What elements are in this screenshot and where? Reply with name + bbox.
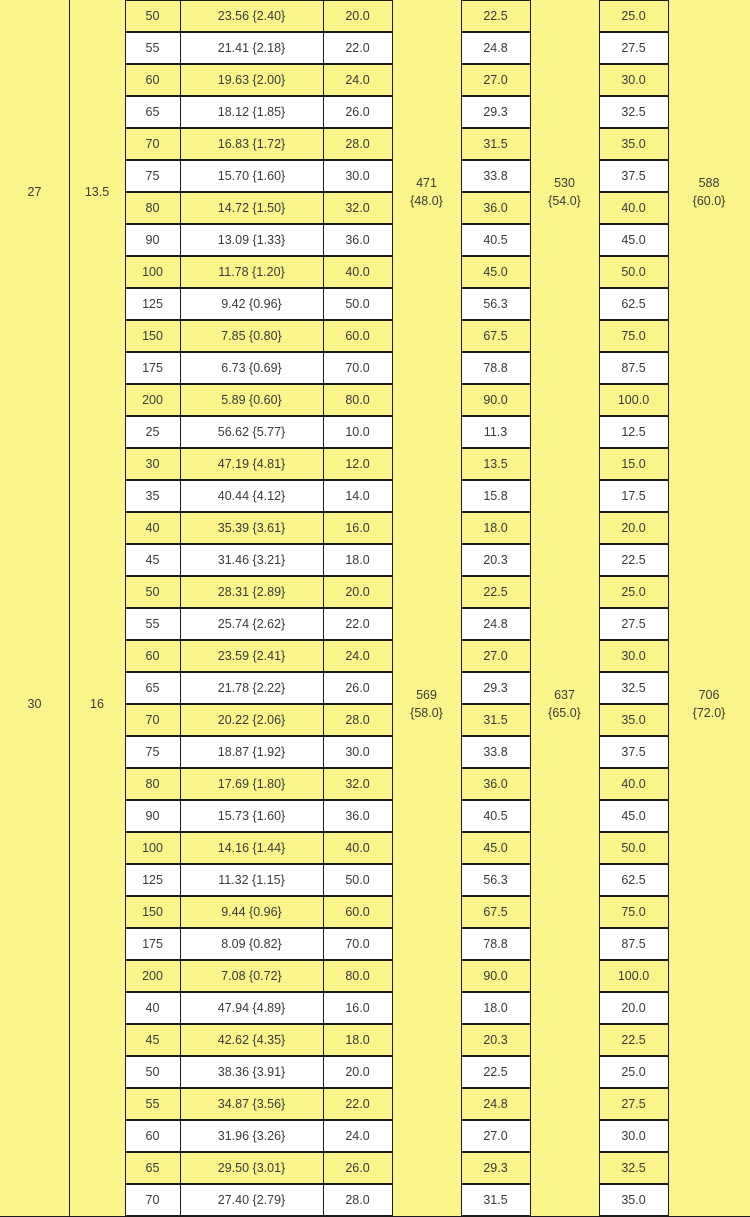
table-cell: 45.0 — [599, 800, 668, 832]
table-cell: 40.0 — [323, 256, 392, 288]
table-cell: 7.08 {0.72} — [180, 960, 323, 992]
rating-value: 588 — [698, 176, 720, 190]
table-cell: 60 — [125, 1120, 180, 1152]
table-cell: 70.0 — [323, 352, 392, 384]
table-cell: 15.73 {1.60} — [180, 800, 323, 832]
table-cell: 47.19 {4.81} — [180, 448, 323, 480]
table-cell: 78.8 — [461, 928, 530, 960]
table-cell: 56.62 {5.77} — [180, 416, 323, 448]
table-cell: 40 — [125, 512, 180, 544]
table-cell: 16.0 — [323, 992, 392, 1024]
table-cell: 80 — [125, 768, 180, 800]
table-cell: 80 — [125, 192, 180, 224]
table-cell: 55 — [125, 32, 180, 64]
table-cell: 20.22 {2.06} — [180, 704, 323, 736]
table-cell: 200 — [125, 384, 180, 416]
column-divider — [323, 0, 324, 416]
table-cell: 8.09 {0.82} — [180, 928, 323, 960]
table-cell: 25 — [125, 416, 180, 448]
table-cell: 22.5 — [461, 576, 530, 608]
table-cell: 90.0 — [461, 960, 530, 992]
table-cell: 23.59 {2.41} — [180, 640, 323, 672]
table-cell: 22.0 — [323, 1088, 392, 1120]
table-cell: 35.39 {3.61} — [180, 512, 323, 544]
group-rating-col7 — [392, 992, 461, 1216]
table-cell: 25.74 {2.62} — [180, 608, 323, 640]
group-rating-col11 — [668, 416, 750, 992]
table-cell: 19.63 {2.00} — [180, 64, 323, 96]
table-cell: 60.0 — [323, 896, 392, 928]
table-cell: 17.69 {1.80} — [180, 768, 323, 800]
rating-value: 706 — [698, 688, 720, 702]
table-cell: 36.0 — [323, 224, 392, 256]
table-cell: 18.87 {1.92} — [180, 736, 323, 768]
table-cell: 35.0 — [599, 128, 668, 160]
table-cell: 45.0 — [461, 256, 530, 288]
spec-group — [0, 992, 750, 1216]
table-cell: 35 — [125, 480, 180, 512]
rating-kgf: {54.0} — [548, 194, 581, 208]
table-cell: 20.0 — [323, 0, 392, 32]
table-cell: 55 — [125, 608, 180, 640]
column-divider — [69, 0, 70, 416]
table-cell: 40.44 {4.12} — [180, 480, 323, 512]
table-cell: 17.5 — [599, 480, 668, 512]
table-cell: 37.5 — [599, 160, 668, 192]
table-cell: 50.0 — [323, 288, 392, 320]
table-cell: 36.0 — [461, 768, 530, 800]
table-cell: 62.5 — [599, 288, 668, 320]
table-cell: 22.5 — [599, 544, 668, 576]
group-thickness-value: 27 — [27, 185, 42, 199]
table-cell: 32.0 — [323, 768, 392, 800]
table-cell: 22.0 — [323, 608, 392, 640]
table-cell: 29.3 — [461, 1152, 530, 1184]
group-secondary-value: 13.5 — [84, 185, 110, 199]
table-cell: 35.0 — [599, 1184, 668, 1216]
table-cell: 31.5 — [461, 1184, 530, 1216]
column-divider — [323, 992, 324, 1216]
table-cell: 75 — [125, 160, 180, 192]
table-cell: 60 — [125, 64, 180, 96]
table-cell: 90 — [125, 224, 180, 256]
table-cell: 45 — [125, 544, 180, 576]
table-cell: 100.0 — [599, 384, 668, 416]
table-cell: 100 — [125, 256, 180, 288]
table-cell: 12.0 — [323, 448, 392, 480]
table-cell: 18.12 {1.85} — [180, 96, 323, 128]
table-cell: 18.0 — [323, 1024, 392, 1056]
column-divider — [392, 0, 393, 416]
table-cell: 33.8 — [461, 160, 530, 192]
table-cell: 25.0 — [599, 1056, 668, 1088]
rating-kgf: {60.0} — [692, 194, 726, 208]
table-cell: 56.3 — [461, 864, 530, 896]
table-cell: 65 — [125, 672, 180, 704]
table-cell: 28.31 {2.89} — [180, 576, 323, 608]
table-cell: 24.8 — [461, 608, 530, 640]
spec-group — [0, 416, 750, 992]
table-cell: 21.78 {2.22} — [180, 672, 323, 704]
table-cell: 50 — [125, 0, 180, 32]
column-divider — [69, 992, 70, 1216]
table-cell: 80.0 — [323, 960, 392, 992]
group-rating-col11 — [668, 992, 750, 1216]
column-divider — [392, 992, 393, 1216]
table-cell: 20.0 — [323, 576, 392, 608]
table-cell: 29.3 — [461, 672, 530, 704]
table-cell: 27.5 — [599, 32, 668, 64]
table-cell: 100.0 — [599, 960, 668, 992]
column-divider — [180, 992, 181, 1216]
table-cell: 70 — [125, 704, 180, 736]
table-cell: 30.0 — [323, 160, 392, 192]
column-divider — [530, 0, 531, 416]
table-cell: 26.0 — [323, 672, 392, 704]
table-cell: 23.56 {2.40} — [180, 0, 323, 32]
table-cell: 13.5 — [461, 448, 530, 480]
table-cell: 35.0 — [599, 704, 668, 736]
table-cell: 40.5 — [461, 224, 530, 256]
table-cell: 45 — [125, 1024, 180, 1056]
table-cell: 30.0 — [323, 736, 392, 768]
table-cell: 12.5 — [599, 416, 668, 448]
column-divider — [180, 0, 181, 416]
table-cell: 30.0 — [599, 1120, 668, 1152]
table-cell: 87.5 — [599, 352, 668, 384]
group-rating-col7 — [392, 416, 461, 992]
column-divider — [125, 0, 126, 416]
table-cell: 100 — [125, 832, 180, 864]
table-cell: 6.73 {0.69} — [180, 352, 323, 384]
table-cell: 27.0 — [461, 1120, 530, 1152]
table-cell: 36.0 — [461, 192, 530, 224]
table-cell: 40 — [125, 992, 180, 1024]
rating-kgf: {72.0} — [692, 706, 726, 720]
table-cell: 20.0 — [599, 992, 668, 1024]
table-cell: 150 — [125, 896, 180, 928]
table-cell: 70 — [125, 1184, 180, 1216]
group-thickness — [0, 0, 69, 416]
table-cell: 22.0 — [323, 32, 392, 64]
table-cell: 18.0 — [461, 512, 530, 544]
table-cell: 27.0 — [461, 640, 530, 672]
table-cell: 22.5 — [461, 0, 530, 32]
table-cell: 75 — [125, 736, 180, 768]
table-cell: 28.0 — [323, 704, 392, 736]
rating-kgf: {65.0} — [548, 706, 581, 720]
table-cell: 50 — [125, 1056, 180, 1088]
table-cell: 27.5 — [599, 608, 668, 640]
group-secondary — [69, 416, 125, 992]
column-divider — [461, 416, 462, 992]
table-cell: 31.5 — [461, 704, 530, 736]
rating-value: 471 — [416, 176, 437, 190]
column-divider — [461, 0, 462, 416]
table-cell: 28.0 — [323, 1184, 392, 1216]
table-cell: 45.0 — [599, 224, 668, 256]
spec-group — [0, 0, 750, 416]
table-cell: 65 — [125, 1152, 180, 1184]
table-cell: 32.0 — [323, 192, 392, 224]
column-divider — [125, 416, 126, 992]
table-cell: 11.32 {1.15} — [180, 864, 323, 896]
column-divider — [668, 0, 669, 416]
table-cell: 15.70 {1.60} — [180, 160, 323, 192]
table-cell: 87.5 — [599, 928, 668, 960]
table-cell: 14.72 {1.50} — [180, 192, 323, 224]
table-cell: 24.8 — [461, 1088, 530, 1120]
table-cell: 33.8 — [461, 736, 530, 768]
table-cell: 5.89 {0.60} — [180, 384, 323, 416]
column-divider — [69, 416, 70, 992]
column-divider — [668, 416, 669, 992]
column-divider — [599, 416, 600, 992]
table-cell: 27.40 {2.79} — [180, 1184, 323, 1216]
group-secondary-value: 16 — [90, 697, 104, 711]
table-cell: 27.5 — [599, 1088, 668, 1120]
table-cell: 11.3 — [461, 416, 530, 448]
table-cell: 45.0 — [461, 832, 530, 864]
table-cell: 67.5 — [461, 896, 530, 928]
column-divider — [323, 416, 324, 992]
table-cell: 30.0 — [599, 64, 668, 96]
table-cell: 24.0 — [323, 1120, 392, 1152]
table-cell: 13.09 {1.33} — [180, 224, 323, 256]
column-divider — [668, 992, 669, 1216]
table-cell: 40.5 — [461, 800, 530, 832]
table-cell: 78.8 — [461, 352, 530, 384]
group-rating-col9 — [530, 992, 599, 1216]
group-rating-col11 — [668, 0, 750, 416]
table-cell: 70.0 — [323, 928, 392, 960]
table-cell: 32.5 — [599, 1152, 668, 1184]
table-cell: 14.16 {1.44} — [180, 832, 323, 864]
table-cell: 34.87 {3.56} — [180, 1088, 323, 1120]
table-cell: 75.0 — [599, 320, 668, 352]
table-cell: 20.3 — [461, 1024, 530, 1056]
column-divider — [461, 992, 462, 1216]
table-cell: 55 — [125, 1088, 180, 1120]
group-rating-col9 — [530, 416, 599, 992]
group-thickness — [0, 992, 69, 1216]
table-cell: 38.36 {3.91} — [180, 1056, 323, 1088]
rating-value: 569 — [416, 688, 437, 702]
group-thickness-value: 30 — [27, 697, 42, 711]
table-cell: 40.0 — [323, 832, 392, 864]
table-cell: 32.5 — [599, 672, 668, 704]
table-cell: 60 — [125, 640, 180, 672]
table-cell: 28.0 — [323, 128, 392, 160]
column-divider — [392, 416, 393, 992]
table-cell: 42.62 {4.35} — [180, 1024, 323, 1056]
table-cell: 18.0 — [323, 544, 392, 576]
table-cell: 125 — [125, 864, 180, 896]
table-cell: 15.8 — [461, 480, 530, 512]
table-cell: 16.0 — [323, 512, 392, 544]
table-cell: 40.0 — [599, 768, 668, 800]
table-cell: 36.0 — [323, 800, 392, 832]
table-cell: 175 — [125, 352, 180, 384]
table-cell: 9.44 {0.96} — [180, 896, 323, 928]
table-cell: 65 — [125, 96, 180, 128]
table-cell: 27.0 — [461, 64, 530, 96]
table-cell: 24.0 — [323, 64, 392, 96]
table-cell: 37.5 — [599, 736, 668, 768]
table-cell: 50.0 — [599, 832, 668, 864]
table-cell: 50 — [125, 576, 180, 608]
table-cell: 22.5 — [461, 1056, 530, 1088]
table-cell: 21.41 {2.18} — [180, 32, 323, 64]
table-cell: 10.0 — [323, 416, 392, 448]
rating-kgf: {58.0} — [410, 706, 443, 720]
table-cell: 20.0 — [323, 1056, 392, 1088]
table-cell: 30 — [125, 448, 180, 480]
table-cell: 90 — [125, 800, 180, 832]
table-cell: 24.0 — [323, 640, 392, 672]
column-divider — [599, 0, 600, 416]
column-divider — [125, 992, 126, 1216]
table-cell: 9.42 {0.96} — [180, 288, 323, 320]
table-cell: 30.0 — [599, 640, 668, 672]
table-cell: 50.0 — [323, 864, 392, 896]
table-cell: 14.0 — [323, 480, 392, 512]
group-thickness — [0, 416, 69, 992]
table-cell: 25.0 — [599, 576, 668, 608]
table-cell: 11.78 {1.20} — [180, 256, 323, 288]
column-divider — [530, 992, 531, 1216]
table-cell: 75.0 — [599, 896, 668, 928]
table-cell: 50.0 — [599, 256, 668, 288]
table-cell: 56.3 — [461, 288, 530, 320]
column-divider — [180, 416, 181, 992]
table-cell: 40.0 — [599, 192, 668, 224]
table-cell: 60.0 — [323, 320, 392, 352]
table-cell: 200 — [125, 960, 180, 992]
table-cell: 29.3 — [461, 96, 530, 128]
column-divider — [530, 416, 531, 992]
column-divider — [599, 992, 600, 1216]
table-cell: 16.83 {1.72} — [180, 128, 323, 160]
table-cell: 20.0 — [599, 512, 668, 544]
table-cell: 90.0 — [461, 384, 530, 416]
table-cell: 62.5 — [599, 864, 668, 896]
table-cell: 47.94 {4.89} — [180, 992, 323, 1024]
table-cell: 15.0 — [599, 448, 668, 480]
table-cell: 22.5 — [599, 1024, 668, 1056]
group-secondary — [69, 992, 125, 1216]
table-cell: 125 — [125, 288, 180, 320]
table-cell: 20.3 — [461, 544, 530, 576]
table-cell: 29.50 {3.01} — [180, 1152, 323, 1184]
table-cell: 80.0 — [323, 384, 392, 416]
table-cell: 24.8 — [461, 32, 530, 64]
group-rating-col7 — [392, 0, 461, 416]
table-cell: 7.85 {0.80} — [180, 320, 323, 352]
table-cell: 31.96 {3.26} — [180, 1120, 323, 1152]
rating-value: 530 — [554, 176, 575, 190]
rating-kgf: {48.0} — [410, 194, 443, 208]
table-cell: 31.5 — [461, 128, 530, 160]
table-cell: 70 — [125, 128, 180, 160]
table-cell: 25.0 — [599, 0, 668, 32]
table-cell: 26.0 — [323, 96, 392, 128]
table-cell: 31.46 {3.21} — [180, 544, 323, 576]
rating-value: 637 — [554, 688, 575, 702]
table-cell: 67.5 — [461, 320, 530, 352]
table-cell: 18.0 — [461, 992, 530, 1024]
group-rating-col9 — [530, 0, 599, 416]
table-cell: 175 — [125, 928, 180, 960]
table-cell: 32.5 — [599, 96, 668, 128]
table-cell: 26.0 — [323, 1152, 392, 1184]
table-cell: 150 — [125, 320, 180, 352]
group-secondary — [69, 0, 125, 416]
